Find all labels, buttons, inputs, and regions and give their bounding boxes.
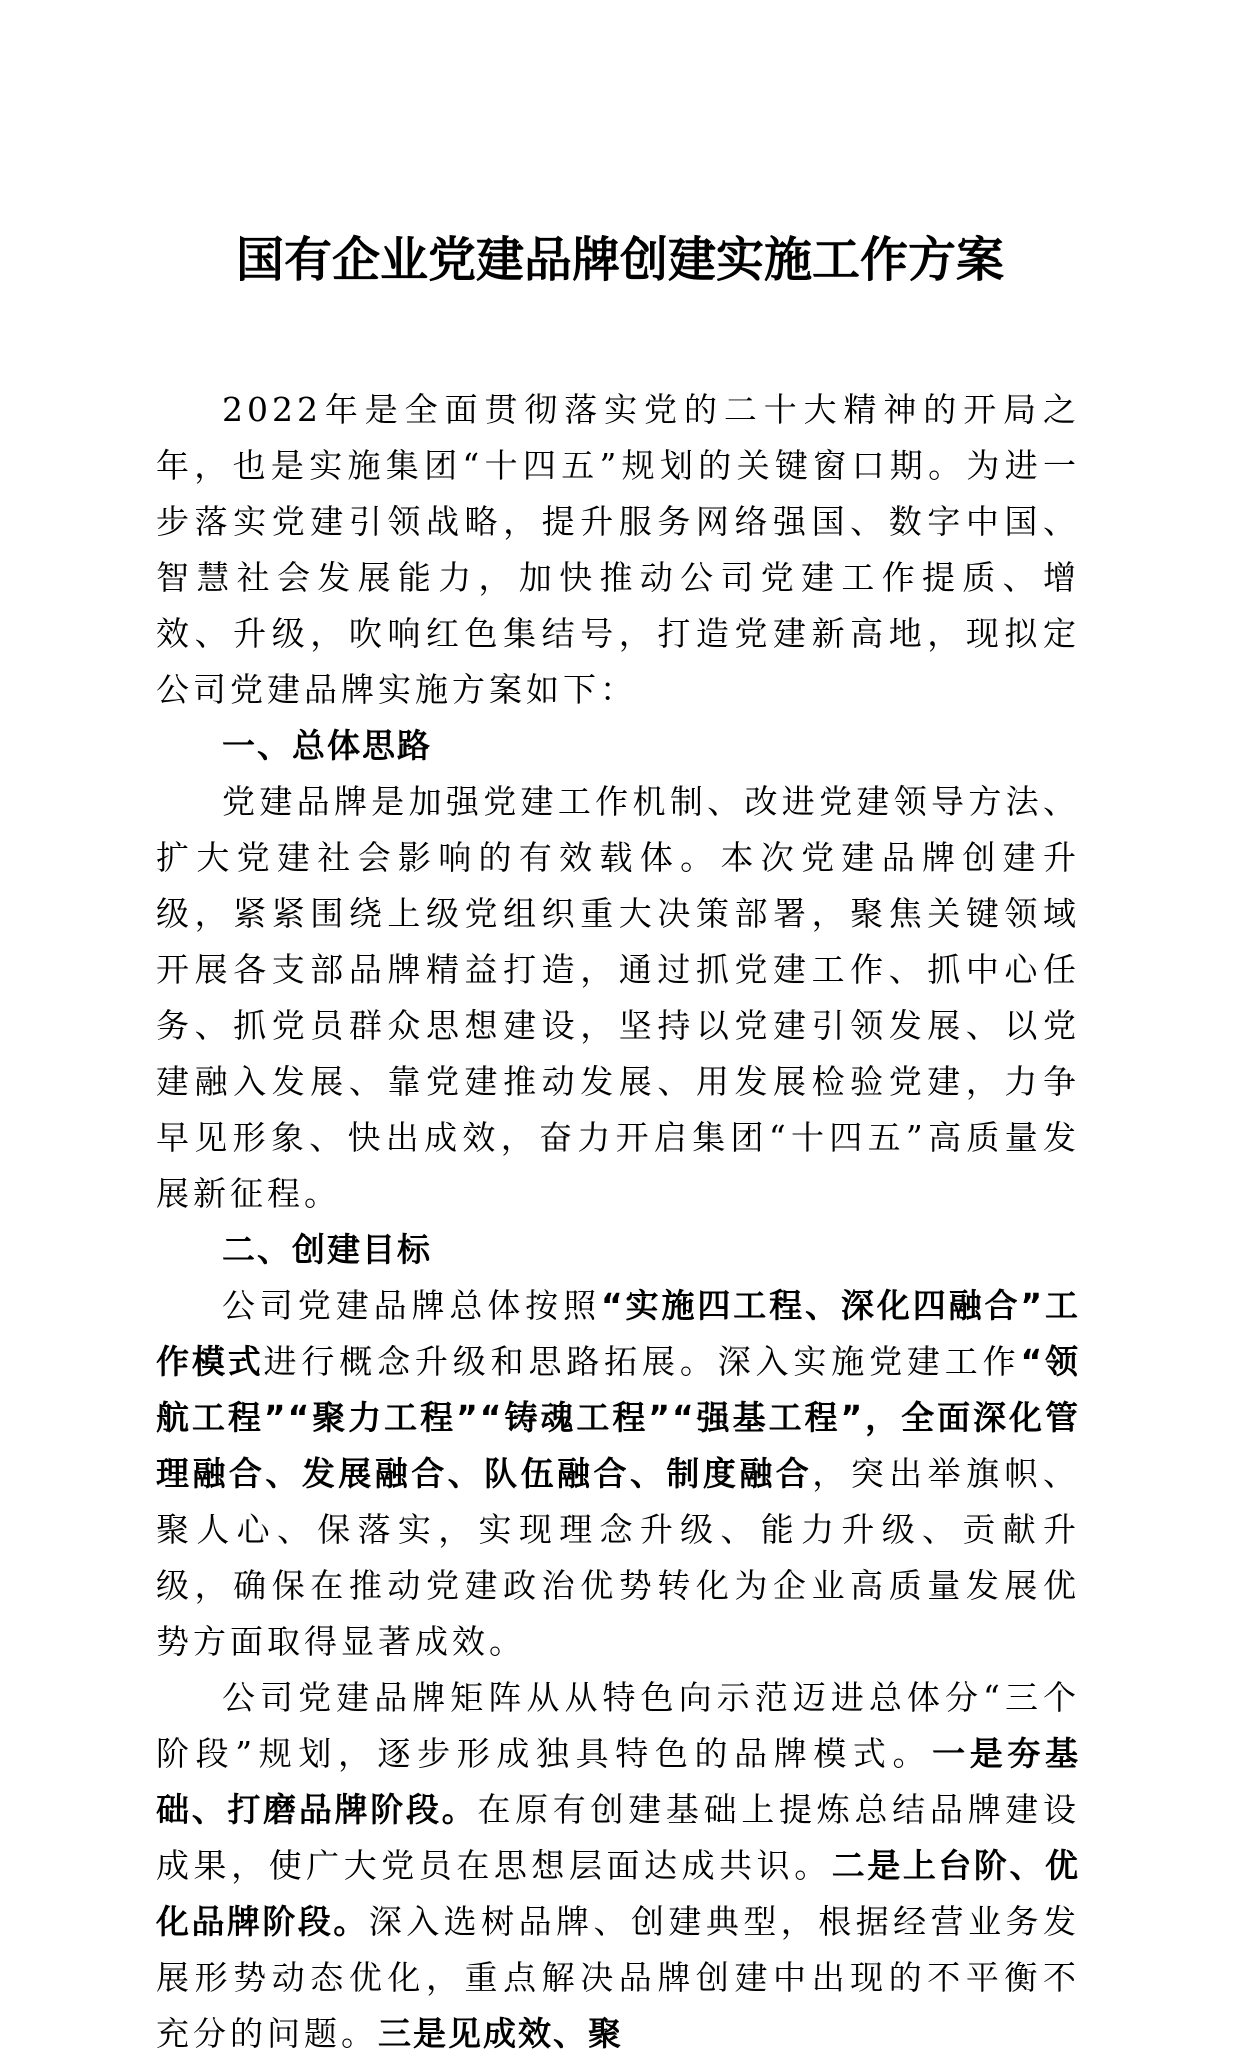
goals-paragraph-2: [156, 1670, 1080, 2062]
goals-p2-bold-2: 二是上台阶、优化品牌阶段。: [156, 1846, 1081, 1941]
goals-p2-text-3: 深入选树品牌、创建典型，根据经营业务发展形势动态优化，重点解决品牌创建中出现的不平衡不充分的问题。: [156, 1902, 1080, 2053]
document-body: [156, 382, 1080, 2062]
overall-approach-paragraph: 党建品牌是加强党建工作机制、改进党建领导方法、扩大党建社会影响的有效载体。本次党建品牌创建升级，紧紧围绕上级党组织重大决策部署，聚焦关键领域开展各支部品牌精益打造，通过抓党建工作、抓中心任务、抓党员群众思想建设，坚持以党建引领发展、以党建融入发展、靠党建推动发展、用发展检验党建，力争早见形象、快出成效，奋力开启集团“十四五”高质量发展新征程。: [156, 782, 1080, 1213]
document-title: 国有企业党建品牌创建实施工作方案: [235, 232, 1004, 288]
goals-p1-text-3: ，突出举旗帜、聚人心、保落实，实现理念升级、能力升级、贡献升级，确保在推动党建政治优势转化为企业高质量发展优势方面取得显著成效。: [156, 1454, 1081, 1661]
goals-p1-text-2: 进行概念升级和思路拓展。深入实施党建工作: [263, 1342, 1021, 1381]
goals-p1-bold-2: “领航工程”“聚力工程”“铸魂工程”“强基工程”，全面深化管理融合、发展融合、队伍融合、制度融合: [156, 1342, 1081, 1493]
goals-p2-bold-1: 一是夯基础、打磨品牌阶段。: [156, 1734, 1080, 1829]
goals-paragraph-1: [156, 1278, 1080, 1670]
section-heading-goals: 二、创建目标: [222, 1230, 432, 1269]
goals-p1-text-1: 公司党建品牌总体按照: [222, 1286, 601, 1325]
goals-p1-bold-1: “实施四工程、深化四融合”工作模式: [156, 1286, 1080, 1381]
goals-p2-text-2: 在原有创建基础上提炼总结品牌建设成果，使广大党员在思想层面达成共识。: [156, 1790, 1081, 1885]
goals-p2-text-1: 公司党建品牌矩阵从从特色向示范迈进总体分“三个阶段”规划，逐步形成独具特色的品牌模式。: [156, 1678, 1080, 1773]
section-heading-overall-approach: 一、总体思路: [222, 726, 432, 765]
intro-paragraph: 2022年是全面贯彻落实党的二十大精神的开局之年，也是实施集团“十四五”规划的关键窗口期。为进一步落实党建引领战略，提升服务网络强国、数字中国、智慧社会发展能力，加快推动公司党建工作提质、增效、升级，吹响红色集结号，打造党建新高地，现拟定公司党建品牌实施方案如下：: [156, 390, 1080, 709]
goals-p2-bold-3: 三是见成效、聚: [378, 2014, 623, 2053]
